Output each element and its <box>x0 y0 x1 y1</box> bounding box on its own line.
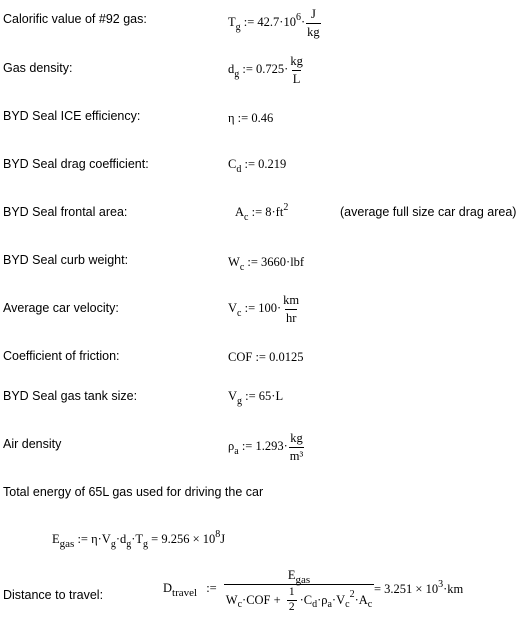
label-calorific-value: Calorific value of #92 gas: <box>3 12 147 26</box>
label-coefficient-friction: Coefficient of friction: <box>3 349 120 363</box>
unit-fraction: $\frac{J}{kg}$ <box>307 7 320 39</box>
eq-gas-tank-size: $V_g$ := 65·L <box>228 389 284 407</box>
label-air-density: Air density <box>3 437 62 451</box>
label-gas-density: Gas density: <box>3 61 73 75</box>
label-curb-weight: BYD Seal curb weight: <box>3 253 129 267</box>
eq-calorific-value: $T_g$ := $42.7\cdot 10^6\cdot$ $\frac{J}{kg}$ <box>228 7 320 39</box>
unit-fraction: $\frac{kg}{L}$ <box>290 54 303 86</box>
label-distance-to-travel: Distance to travel: <box>3 588 104 602</box>
label-ice-efficiency: BYD Seal ICE efficiency: <box>3 109 141 123</box>
label-gas-tank-size: BYD Seal gas tank size: <box>3 389 138 403</box>
one-half: $\frac{1}{2}$ <box>288 586 295 613</box>
eq-frontal-area: $A_c$ := $8\cdot ft^2$ <box>235 202 289 223</box>
distance-numerator: Egas <box>287 568 311 586</box>
eq-distance-lhs: Dtravel := <box>163 581 217 599</box>
eq-car-velocity: $V_c$ := 100· $\frac{km}{hr}$ <box>228 293 300 325</box>
eq-coefficient-friction: COF := 0.0125 <box>228 350 304 364</box>
unit-fraction: $\frac{km}{hr}$ <box>283 293 300 325</box>
eq-air-density: $\rho_a$ := 1.293· $\frac{kg}{\text{m³}}$ <box>228 431 304 463</box>
unit-fraction: $\frac{kg}{\text{m³}}$ <box>289 431 304 463</box>
eq-ice-efficiency: η := 0.46 <box>228 111 274 125</box>
label-drag-coefficient: BYD Seal drag coefficient: <box>3 157 149 171</box>
label-frontal-area: BYD Seal frontal area: <box>3 205 128 219</box>
eq-curb-weight: $W_c$ := 3660·lbf <box>228 255 305 273</box>
energy-heading: Total energy of 65L gas used for driving the car <box>3 485 264 499</box>
frontal-area-note: (average full size car drag area) <box>340 205 517 219</box>
distance-fraction <box>224 566 374 613</box>
eq-total-energy: Egas := $\eta\cdot V_g\cdot d_g\cdot T_g = 9.256 \times 10^8J$ <box>52 529 226 550</box>
distance-denominator: W c ·COF + $\frac{1}{2}$ ·C d ·ρ a ·V c 2 ·A c <box>225 586 373 613</box>
eq-distance-result: = $3.251 \times 10^3\cdot km$ <box>374 579 464 596</box>
eq-gas-density: $d_g$ := 0.725· $\frac{kg}{L}$ <box>228 54 303 86</box>
label-car-velocity: Average car velocity: <box>3 301 119 315</box>
eq-drag-coefficient: $C_d$ := 0.219 <box>228 157 287 175</box>
